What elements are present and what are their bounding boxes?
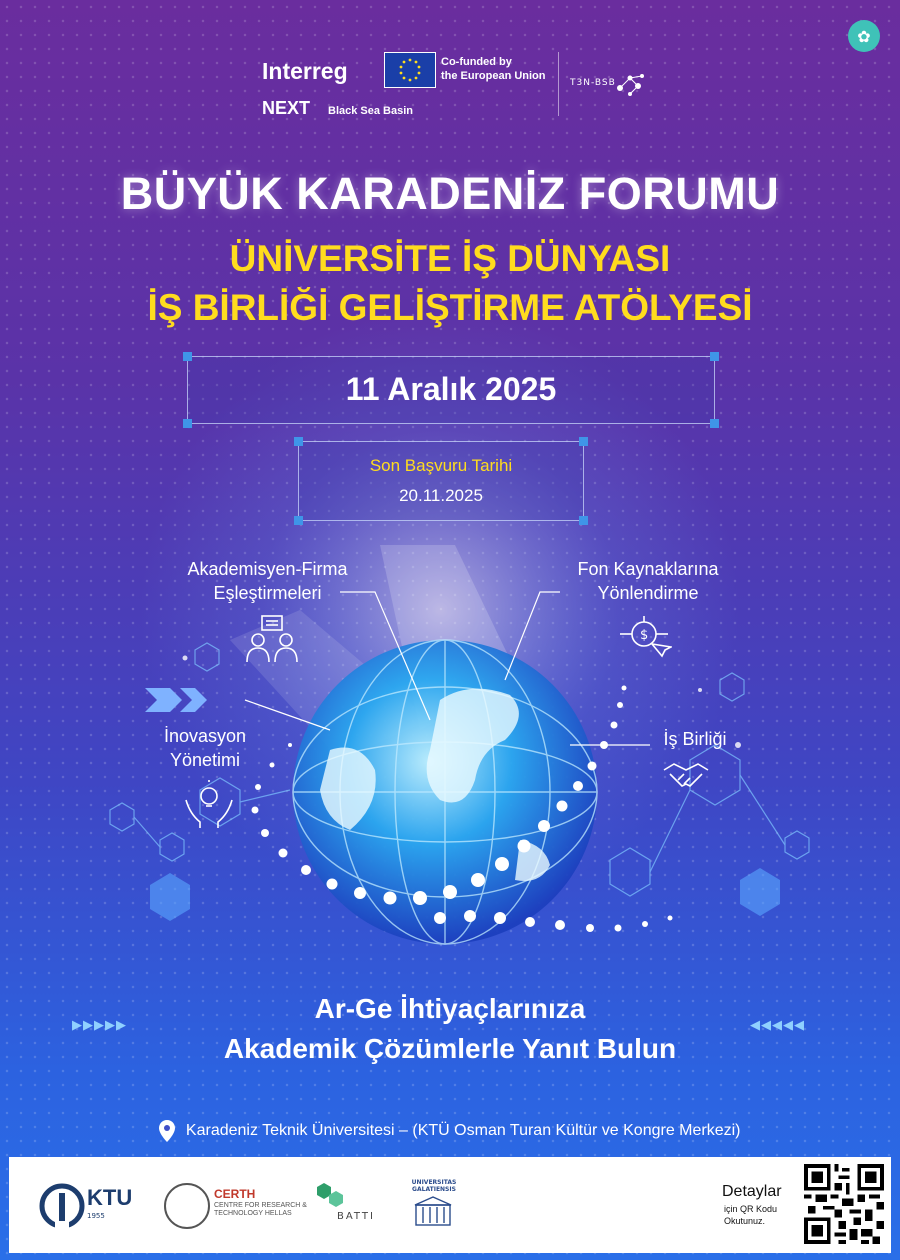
- feature-matching: [165, 557, 370, 605]
- location-pin-icon: [159, 1120, 175, 1142]
- certh-subtitle: CENTRE FOR RESEARCH & TECHNOLOGY HELLAS: [214, 1202, 307, 1217]
- feature-innovation-line-2: Yönetimi: [169, 750, 241, 770]
- slogan-line-2: Akademik Çözümlerle Yanıt Bulun: [223, 1033, 677, 1064]
- partner-footer: [9, 1157, 891, 1253]
- workshop-title-line-2: İŞ BİRLİĞİ GELİŞTİRME ATÖLYESİ: [147, 287, 753, 328]
- feature-funding-line-1: Fon Kaynaklarına: [577, 559, 719, 579]
- event-date: 11 Aralık 2025: [345, 371, 557, 407]
- galatiensis-title: UNIVERSITAS GALATIENSIS: [411, 1179, 457, 1193]
- eu-line-1: Co-funded by: [441, 56, 512, 68]
- arrows-right-decoration: ◀◀◀◀◀: [750, 1018, 805, 1033]
- corner-square: [579, 437, 588, 446]
- eu-stars-icon: [385, 53, 435, 87]
- event-date-box: [187, 356, 715, 424]
- feature-innovation: [140, 724, 270, 772]
- jellyfish-icon: ✿: [848, 20, 880, 52]
- corner-square: [183, 352, 192, 361]
- details-subtitle: için QR Kodu Okutunuz.: [724, 1204, 778, 1226]
- slogan-line-1: Ar-Ge İhtiyaçlarınıza: [314, 993, 586, 1024]
- corner-square: [710, 419, 719, 428]
- deadline-date: 20.11.2025: [399, 486, 483, 505]
- feature-funding-line-2: Yönlendirme: [597, 583, 699, 603]
- qr-code[interactable]: [804, 1164, 884, 1244]
- corner-square: [183, 419, 192, 428]
- batti-logo-text: BATTI: [337, 1211, 375, 1222]
- forum-title: BÜYÜK KARADENİZ FORUMU: [120, 168, 780, 219]
- workshop-title-line-1: ÜNİVERSİTE İŞ DÜNYASI: [229, 238, 671, 279]
- corner-square: [710, 352, 719, 361]
- feature-matching-line-2: Eşleştirmeleri: [213, 583, 322, 603]
- header-divider: [558, 52, 559, 116]
- lightbulb-hands-icon: [182, 780, 236, 828]
- ktu-year: 1955: [87, 1212, 105, 1220]
- feature-cooperation-line-1: İş Birliği: [663, 729, 727, 749]
- eu-line-2: the European Union: [441, 70, 546, 82]
- arrows-left-decoration: ▶▶▶▶▶: [72, 1018, 127, 1033]
- ktu-logo-icon: [39, 1183, 85, 1229]
- feature-innovation-line-1: İnovasyon: [163, 726, 247, 746]
- deadline-label: Son Başvuru Tarihi: [369, 456, 513, 475]
- eu-flag-icon: [384, 52, 436, 88]
- corner-square: [294, 516, 303, 525]
- handshake-icon: [662, 760, 710, 792]
- deadline-box: [298, 441, 584, 521]
- university-building-icon: [413, 1195, 453, 1229]
- funding-icon: [616, 614, 672, 662]
- t3n-bsb-logo-text: T3N-BSB: [570, 78, 616, 88]
- certh-seal-icon: [164, 1183, 210, 1229]
- eu-cofunded-text: [441, 55, 561, 83]
- people-icon: [244, 614, 300, 666]
- details-title: Detaylar: [722, 1183, 782, 1200]
- black-sea-basin-label: Black Sea Basin: [328, 105, 413, 117]
- feature-cooperation: [645, 727, 745, 751]
- batti-logo-icon: [315, 1181, 345, 1211]
- corner-square: [294, 437, 303, 446]
- interreg-logo: Interreg: [262, 58, 348, 84]
- svg-text:$: $: [640, 628, 649, 643]
- location: [0, 1120, 900, 1142]
- location-text: Karadeniz Teknik Üniversitesi – (KTÜ Osman Turan Kültür ve Kongre Merkezi): [185, 1122, 741, 1140]
- feature-matching-line-1: Akademisyen-Firma: [187, 559, 348, 579]
- certh-logo-text: CERTH: [214, 1187, 256, 1201]
- corner-square: [579, 516, 588, 525]
- interreg-next-label: NEXT: [262, 98, 311, 118]
- ktu-logo-text: KTU: [87, 1185, 133, 1210]
- feature-funding: [548, 557, 748, 605]
- t3n-network-icon: [612, 70, 648, 100]
